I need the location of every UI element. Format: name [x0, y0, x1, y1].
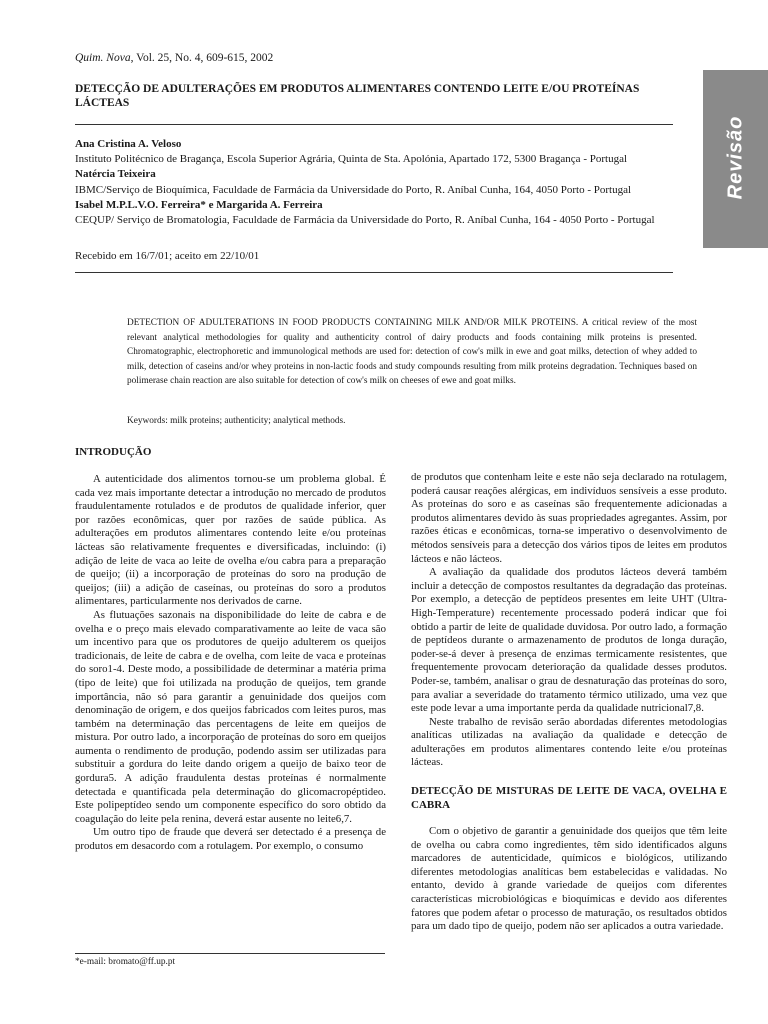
section-tab-label: Revisão [724, 115, 747, 200]
section-tab [703, 70, 768, 248]
author-name: Ana Cristina A. Veloso [75, 138, 182, 150]
journal-name: Quim. Nova [75, 52, 131, 64]
keywords: Keywords: milk proteins; authenticity; analytical methods. [127, 416, 346, 426]
author-affiliation: CEQUP/ Serviço de Bromatologia, Faculdade de Farmácia da Universidade do Porto, R. Aníbal Cunha, 164 - 4050 Porto - Portugal [75, 214, 655, 227]
article-title: DETECÇÃO DE ADULTERAÇÕES EM PRODUTOS ALIMENTARES CONTENDO LEITE E/OU PROTEÍNAS LÁCTEAS [75, 83, 640, 109]
author-block [75, 137, 675, 228]
citation-details: , Vol. 25, No. 4, 609-615, 2002 [130, 52, 274, 64]
paragraph: Com o objetivo de garantir a genuinidade dos queijos que têm leite de ovelha ou cabra como ingredientes, têm sido identificados alguns marcadores de autenticidade, químicos e biológicos, utilizando diferentes metodologias analíticas bem estabelecidas e validadas. No entanto, devido à grande variedade de queijos com diferentes características microbiológicas e bioquímicas e devido aos diferentes fatores que podem afetar o processo de maturação, os resultados obtidos para um dado tipo de queijo, podem não ser aplicados a outra variedade. [411, 825, 727, 933]
right-column [411, 471, 727, 934]
section-heading: DETECÇÃO DE MISTURAS DE LEITE DE VACA, OVELHA E CABRA [411, 785, 727, 812]
left-column [75, 445, 386, 854]
header-rule [75, 272, 673, 273]
paragraph: As flutuações sazonais na disponibilidade do leite de cabra e de ovelha e o preço mais elevado comparativamente ao leite de vaca são um incentivo para que os produtores de queijo adulterem os queijos tradicionais, de leite de cabra e de ovelha, com leite de vaca e proteínas do soro1-4. Deste modo, a possibilidade de determinar a matéria prima (tipo de leite) que foi utilizada na produção de queijos, tem grande importância, não só para garantir a genuinidade dos queijos com denominação de origem, e dos queijos fabricados com leites puros, mas também na determinação das percentagens de leite em queijos de mistura. Por outro lado, a incorporação de proteínas do soro em queijos aumenta o rendimento de produção, podendo assim ser utilizadas para substituir a gordura do leite dando origem a queijo de baixo teor de gordura5. A adição fraudulenta destas proteínas é normalmente detectada e quantificada pela determinação do glicomacropéptideo. Este polipeptídeo sendo um componente específico do soro obtido da coagulação do leite pela renina, deverá estar ausente no leite6,7. [75, 608, 386, 825]
journal-citation [75, 52, 273, 64]
author-affiliation: Instituto Politécnico de Bragança, Escola Superior Agrária, Quinta de Sta. Apolónia, Apartado 172, 5300 Bragança - Portugal [75, 153, 628, 166]
received-dates: Recebido em 16/7/01; aceito em 22/10/01 [75, 250, 260, 262]
title-rule [75, 124, 673, 125]
author-name: Natércia Teixeira [75, 168, 156, 181]
author-name: Isabel M.P.L.V.O. Ferreira* e Margarida A. Ferreira [75, 198, 323, 211]
abstract: DETECTION OF ADULTERATIONS IN FOOD PRODUCTS CONTAINING MILK AND/OR MILK PROTEINS. A critical review of the most relevant analytical methodologies for quality and authenticity control of dairy products and foods containing milk proteins is presented. Chromatographic, electrophoretic and immunological methods are used for: detection of cow's milk in ewe and goat milks, detection of whey added to milk, detection of caseins and/or whey proteins in non-lactic foods and study compounds resulting from milk proteins degradation. Techniques based on polimerase chain reaction are also suitable for detection of cow's milk on cheeses of ewe and goat milks. [127, 318, 697, 387]
paragraph: A autenticidade dos alimentos tornou-se um problema global. É cada vez mais importante detectar a introdução no mercado de produtos fraudulentamente rotulados e de produtos de qualidade inferior, quer por razões econômicas, quer por razões de saúde pública. As adulterações em produtos alimentares contendo leite e/ou proteínas lácteas são relativamente frequentes e diversificadas, incluindo: (i) adição de leite de vaca ao leite de ovelha e/ou cabra para a preparação de queijo; (ii) a incorporação de proteínas do soro na produção de queijos; (iii) a adição de caseínas, ou proteínas do soro a produtos alimentares, particularmente nos derivados de carne. [75, 473, 386, 608]
section-heading: INTRODUÇÃO [75, 446, 152, 458]
footnote-rule [75, 953, 385, 954]
paragraph: A avaliação da qualidade dos produtos lácteos deverá também incluir a detecção de compostos resultantes da degradação das proteínas. Por exemplo, a detecção de peptídeos presentes em leite UHT (Ultra-High-Temperature) recentemente processado poderá indicar que foi obtido a partir de leite de qualidade duvidosa. Por outro lado, a formação de peptídeos durante o armazenamento de produtos de longa duração, poder-se-á dever à presença de enzimas termicamente resistentes, que frequentemente provocam deterioração da qualidade desses produtos. Poder-se, também, analisar o grau de desnaturação das proteínas do soro, para avaliar a severidade do tratamento térmico utilizado, uma vez que este pode levar a uma importante perda da qualidade nutricional7,8. [411, 566, 727, 715]
paragraph: de produtos que contenham leite e este não seja declarado na rotulagem, poderá causar reações alérgicas, em indivíduos sensíveis a esse produto. As proteínas do soro e as caseínas são frequentemente adicionadas a produtos alimentares devido às suas propriedades agregantes. Assim, por razões éticas e econômicas, torna-se imperativo o desenvolvimento de métodos sensíveis para a detecção dos vários tipos de leites em produtos lácteos e não lácteos. [411, 471, 727, 565]
footnote: *e-mail: bromato@ff.up.pt [75, 957, 176, 967]
paragraph: Um outro tipo de fraude que deverá ser detectado é a presença de produtos em desacordo com a rotulagem. Por exemplo, o consumo [75, 826, 386, 853]
author-affiliation: IBMC/Serviço de Bioquímica, Faculdade de Farmácia da Universidade do Porto, R. Aníbal Cunha, 164, 4050 Porto - Portugal [75, 183, 632, 196]
paragraph: Neste trabalho de revisão serão abordadas diferentes metodologias analíticas utilizadas na avaliação da qualidade e detecção de adulterações em produtos alimentares contendo leite e/ou proteínas lácteas. [411, 715, 727, 769]
